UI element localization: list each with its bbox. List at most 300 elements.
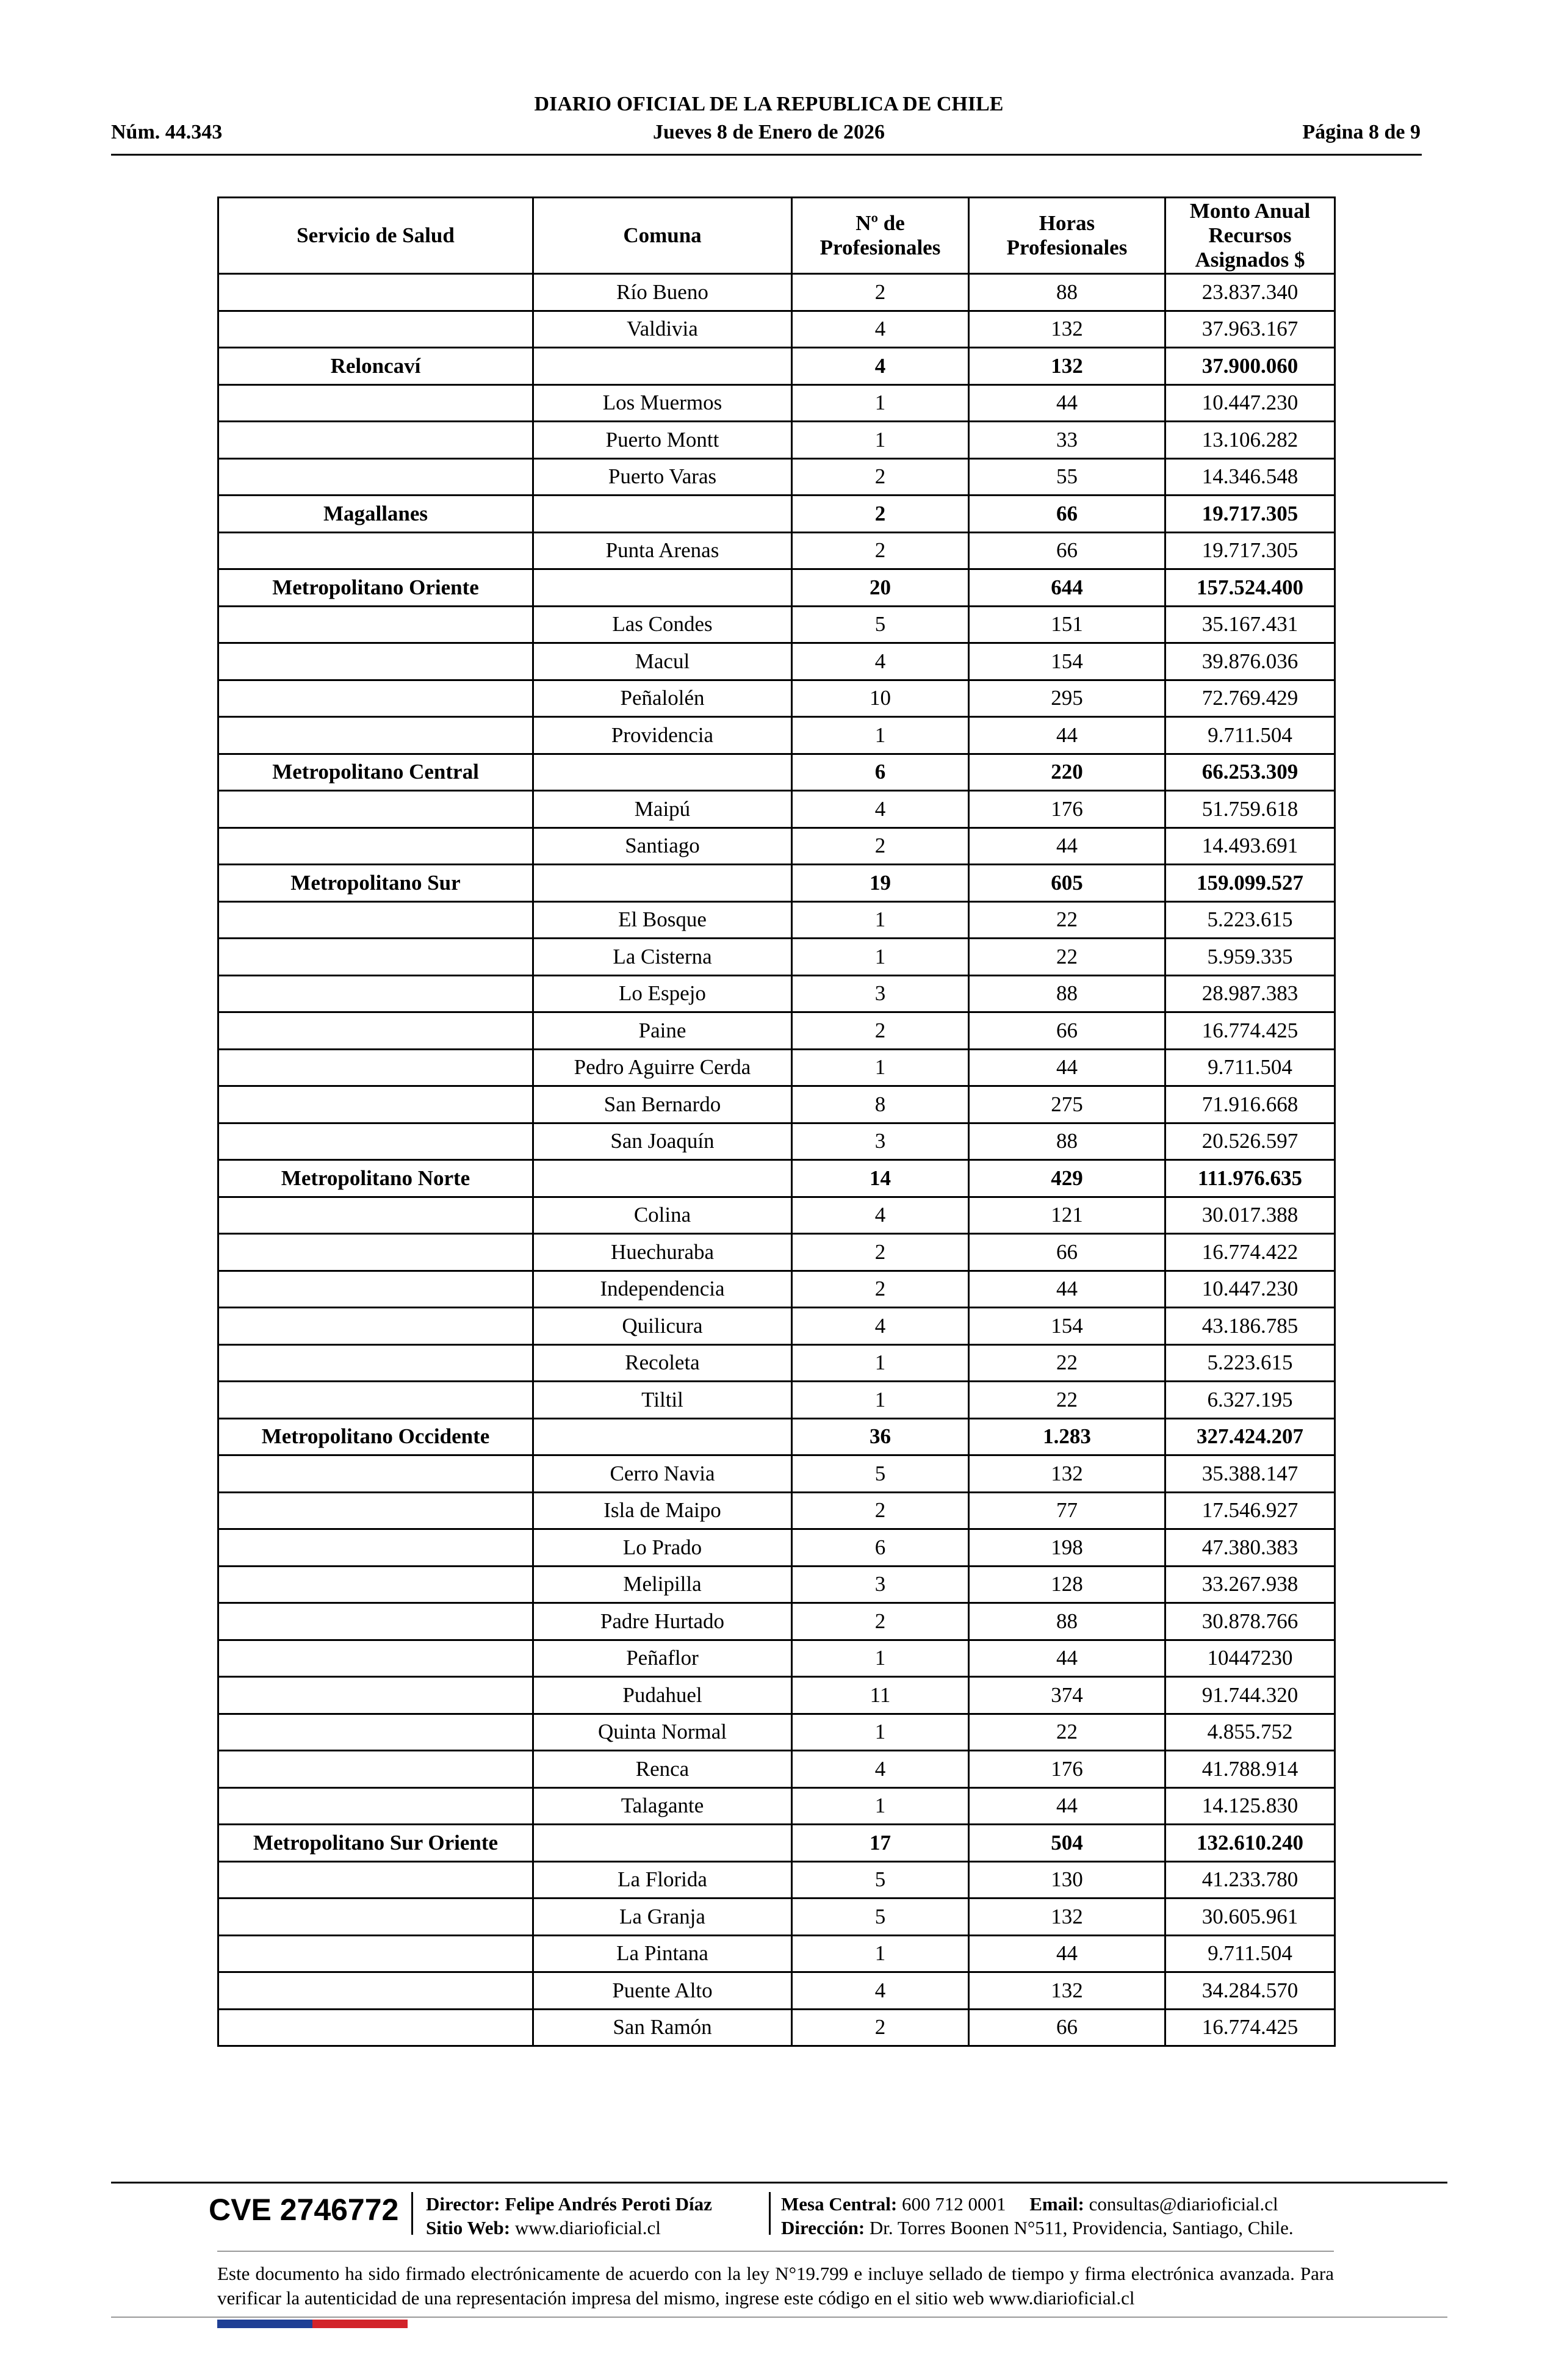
cell-profesionales: 4 [792, 311, 969, 348]
cell-comuna [533, 569, 792, 607]
cell-comuna: Independencia [533, 1271, 792, 1308]
cell-horas: 128 [969, 1566, 1165, 1603]
cell-horas: 22 [969, 1714, 1165, 1751]
cell-servicio [218, 274, 533, 311]
cell-servicio [218, 1751, 533, 1788]
table-row [218, 1899, 1335, 1936]
cell-comuna: Maipú [533, 791, 792, 828]
table-row [218, 2009, 1335, 2046]
footer-separator [769, 2192, 771, 2235]
cell-servicio [218, 680, 533, 717]
cell-servicio: Magallanes [218, 496, 533, 533]
service-total-row [218, 348, 1335, 385]
cell-monto: 28.987.383 [1165, 975, 1335, 1012]
cell-horas: 22 [969, 1382, 1165, 1419]
table-row [218, 1197, 1335, 1234]
cell-profesionales: 5 [792, 1861, 969, 1899]
cell-profesionales: 4 [792, 791, 969, 828]
cell-horas: 33 [969, 422, 1165, 459]
footer-divider [111, 2182, 1447, 2183]
cell-comuna: Huechuraba [533, 1234, 792, 1271]
cell-horas: 77 [969, 1492, 1165, 1529]
cell-servicio [218, 606, 533, 643]
footer-divider [217, 2251, 1334, 2252]
cell-profesionales: 3 [792, 975, 969, 1012]
table-row [218, 458, 1335, 496]
cell-servicio [218, 311, 533, 348]
cell-profesionales: 2 [792, 828, 969, 865]
table-row [218, 384, 1335, 422]
cell-horas: 66 [969, 532, 1165, 569]
cell-comuna: Talagante [533, 1787, 792, 1825]
cell-servicio [218, 975, 533, 1012]
cell-comuna: Puente Alto [533, 1972, 792, 2010]
cell-monto: 20.526.597 [1165, 1123, 1335, 1160]
cell-comuna: Santiago [533, 828, 792, 865]
service-total-row [218, 1825, 1335, 1862]
cell-profesionales: 5 [792, 1455, 969, 1493]
cell-monto: 9.711.504 [1165, 1935, 1335, 1972]
cell-servicio [218, 1197, 533, 1234]
cell-monto: 10.447.230 [1165, 384, 1335, 422]
mesa-label: Mesa Central: [781, 2193, 898, 2215]
table-row [218, 606, 1335, 643]
site-link[interactable]: www.diarioficial.cl [514, 2217, 661, 2238]
cell-horas: 66 [969, 1012, 1165, 1050]
cell-monto: 23.837.340 [1165, 274, 1335, 311]
cell-monto: 14.493.691 [1165, 828, 1335, 865]
cell-monto: 9.711.504 [1165, 717, 1335, 754]
cell-servicio: Metropolitano Sur Oriente [218, 1825, 533, 1862]
flag-stripe-red [312, 2320, 408, 2328]
cell-monto: 66.253.309 [1165, 754, 1335, 791]
cell-profesionales: 3 [792, 1566, 969, 1603]
cve-code: CVE 2746772 [209, 2193, 399, 2227]
cell-servicio [218, 1529, 533, 1567]
legal-notice: Este documento ha sido firmado electrónicamente de acuerdo con la ley N°19.799 e incluye sellado de tiempo y firma electrónica avanzada. Para verificar la autenticidad de una representación impresa del mismo, ingrese este código en el sitio web www.diarioficial.cl [217, 2263, 1334, 2309]
cell-profesionales: 4 [792, 1308, 969, 1345]
cell-monto: 10.447.230 [1165, 1271, 1335, 1308]
table-row [218, 939, 1335, 976]
cell-comuna: Pedro Aguirre Cerda [533, 1049, 792, 1086]
cell-comuna: Peñaflor [533, 1640, 792, 1677]
cell-servicio [218, 1714, 533, 1751]
cell-monto: 111.976.635 [1165, 1160, 1335, 1197]
cell-servicio [218, 901, 533, 939]
cell-horas: 176 [969, 791, 1165, 828]
cell-horas: 22 [969, 901, 1165, 939]
cell-servicio [218, 384, 533, 422]
cell-profesionales: 4 [792, 1751, 969, 1788]
cell-horas: 132 [969, 1899, 1165, 1936]
cell-servicio [218, 1123, 533, 1160]
cell-horas: 132 [969, 348, 1165, 385]
cell-comuna: Cerro Navia [533, 1455, 792, 1493]
cell-comuna: Melipilla [533, 1566, 792, 1603]
service-total-row [218, 1418, 1335, 1455]
cell-comuna: Lo Prado [533, 1529, 792, 1567]
cell-monto: 9.711.504 [1165, 1049, 1335, 1086]
cell-horas: 88 [969, 1603, 1165, 1640]
cell-horas: 176 [969, 1751, 1165, 1788]
cell-comuna: Valdivia [533, 311, 792, 348]
cell-servicio [218, 1603, 533, 1640]
cell-profesionales: 19 [792, 865, 969, 902]
cell-comuna [533, 1418, 792, 1455]
cell-profesionales: 1 [792, 1787, 969, 1825]
cell-profesionales: 1 [792, 1382, 969, 1419]
cell-profesionales: 1 [792, 1640, 969, 1677]
cell-monto: 17.546.927 [1165, 1492, 1335, 1529]
address-value: Dr. Torres Boonen N°511, Providencia, Santiago, Chile. [869, 2217, 1294, 2238]
cell-horas: 504 [969, 1825, 1165, 1862]
cell-comuna: San Bernardo [533, 1086, 792, 1123]
cell-horas: 44 [969, 1935, 1165, 1972]
cell-horas: 154 [969, 643, 1165, 680]
cell-profesionales: 2 [792, 496, 969, 533]
cell-monto: 35.388.147 [1165, 1455, 1335, 1493]
cell-profesionales: 2 [792, 532, 969, 569]
cell-comuna [533, 754, 792, 791]
column-header-comuna: Comuna [533, 198, 792, 274]
cell-horas: 66 [969, 2009, 1165, 2046]
service-total-row [218, 754, 1335, 791]
table-row [218, 828, 1335, 865]
cell-profesionales: 1 [792, 939, 969, 976]
director-label: Director: [426, 2193, 500, 2215]
cell-profesionales: 17 [792, 1825, 969, 1862]
cell-horas: 88 [969, 1123, 1165, 1160]
cell-horas: 132 [969, 1972, 1165, 2010]
cell-servicio [218, 422, 533, 459]
email-link[interactable]: consultas@diarioficial.cl [1089, 2193, 1278, 2215]
cell-monto: 14.346.548 [1165, 458, 1335, 496]
column-header-servicio: Servicio de Salud [218, 198, 533, 274]
cell-comuna: El Bosque [533, 901, 792, 939]
cell-comuna [533, 865, 792, 902]
table-row [218, 1492, 1335, 1529]
cell-servicio [218, 1271, 533, 1308]
cell-horas: 55 [969, 458, 1165, 496]
cell-monto: 34.284.570 [1165, 1972, 1335, 2010]
cell-servicio [218, 1382, 533, 1419]
cell-horas: 88 [969, 975, 1165, 1012]
cell-monto: 71.916.668 [1165, 1086, 1335, 1123]
cell-comuna [533, 1160, 792, 1197]
cell-profesionales: 6 [792, 1529, 969, 1567]
cell-servicio [218, 1012, 533, 1050]
cell-horas: 44 [969, 1271, 1165, 1308]
cell-horas: 22 [969, 1344, 1165, 1382]
cell-monto: 5.959.335 [1165, 939, 1335, 976]
cell-comuna: Río Bueno [533, 274, 792, 311]
table-row [218, 274, 1335, 311]
flag-stripe-blue [217, 2320, 312, 2328]
table-row [218, 1640, 1335, 1677]
cell-profesionales: 10 [792, 680, 969, 717]
cell-servicio [218, 1344, 533, 1382]
cell-servicio [218, 1566, 533, 1603]
cell-horas: 44 [969, 828, 1165, 865]
column-header-monto: Monto Anual Recursos Asignados $ [1165, 198, 1335, 274]
page-indicator: Página 8 de 9 [1302, 121, 1421, 143]
cell-profesionales: 1 [792, 1344, 969, 1382]
table-row [218, 1529, 1335, 1567]
cell-servicio [218, 1935, 533, 1972]
cell-horas: 275 [969, 1086, 1165, 1123]
table-row [218, 1123, 1335, 1160]
cell-comuna: Quilicura [533, 1308, 792, 1345]
table-row [218, 532, 1335, 569]
cell-monto: 30.878.766 [1165, 1603, 1335, 1640]
cell-profesionales: 5 [792, 606, 969, 643]
cell-monto: 4.855.752 [1165, 1714, 1335, 1751]
table-row [218, 1382, 1335, 1419]
cell-comuna [533, 348, 792, 385]
cell-horas: 154 [969, 1308, 1165, 1345]
cell-profesionales: 1 [792, 1049, 969, 1086]
cell-monto: 41.233.780 [1165, 1861, 1335, 1899]
cell-horas: 44 [969, 1787, 1165, 1825]
cell-servicio: Metropolitano Norte [218, 1160, 533, 1197]
cell-servicio [218, 643, 533, 680]
cell-horas: 198 [969, 1529, 1165, 1567]
cell-servicio [218, 1787, 533, 1825]
cell-monto: 33.267.938 [1165, 1566, 1335, 1603]
cell-comuna [533, 496, 792, 533]
email-label: Email: [1029, 2193, 1084, 2215]
table-row [218, 1751, 1335, 1788]
cell-comuna: Lo Espejo [533, 975, 792, 1012]
cell-horas: 121 [969, 1197, 1165, 1234]
cell-profesionales: 14 [792, 1160, 969, 1197]
cell-comuna: Providencia [533, 717, 792, 754]
cell-monto: 37.963.167 [1165, 311, 1335, 348]
cell-horas: 44 [969, 1049, 1165, 1086]
cell-servicio [218, 1972, 533, 2010]
table-row [218, 1935, 1335, 1972]
table-row [218, 1344, 1335, 1382]
cell-servicio: Metropolitano Sur [218, 865, 533, 902]
cell-servicio [218, 1234, 533, 1271]
cell-servicio [218, 1861, 533, 1899]
cell-servicio: Metropolitano Central [218, 754, 533, 791]
cell-comuna: Isla de Maipo [533, 1492, 792, 1529]
site-label: Sitio Web: [426, 2217, 511, 2238]
table-row [218, 1308, 1335, 1345]
table-row [218, 1086, 1335, 1123]
cell-monto: 16.774.425 [1165, 1012, 1335, 1050]
footer-contact-block [781, 2192, 1294, 2240]
mesa-phone: 600 712 0001 [902, 2193, 1006, 2215]
cell-profesionales: 4 [792, 348, 969, 385]
table-row [218, 1271, 1335, 1308]
cell-servicio [218, 532, 533, 569]
table-row [218, 643, 1335, 680]
cell-servicio [218, 828, 533, 865]
cell-monto: 132.610.240 [1165, 1825, 1335, 1862]
table-row [218, 1861, 1335, 1899]
table-header-row [218, 198, 1335, 274]
cell-monto: 91.744.320 [1165, 1677, 1335, 1714]
cell-comuna: Las Condes [533, 606, 792, 643]
table-row [218, 791, 1335, 828]
cell-comuna: San Joaquín [533, 1123, 792, 1160]
cell-monto: 37.900.060 [1165, 348, 1335, 385]
cell-servicio [218, 1640, 533, 1677]
cell-comuna: Los Muermos [533, 384, 792, 422]
cell-profesionales: 3 [792, 1123, 969, 1160]
cell-servicio [218, 2009, 533, 2046]
cell-monto: 5.223.615 [1165, 901, 1335, 939]
table-row [218, 1787, 1335, 1825]
cell-monto: 6.327.195 [1165, 1382, 1335, 1419]
table-row [218, 1603, 1335, 1640]
cell-comuna: Quinta Normal [533, 1714, 792, 1751]
cell-profesionales: 4 [792, 1197, 969, 1234]
service-total-row [218, 496, 1335, 533]
cell-horas: 132 [969, 311, 1165, 348]
cell-monto: 19.717.305 [1165, 496, 1335, 533]
cell-profesionales: 2 [792, 2009, 969, 2046]
cell-servicio [218, 1086, 533, 1123]
cell-comuna: Tiltil [533, 1382, 792, 1419]
cell-servicio [218, 1492, 533, 1529]
cell-comuna: Renca [533, 1751, 792, 1788]
cell-comuna: La Granja [533, 1899, 792, 1936]
cell-monto: 19.717.305 [1165, 532, 1335, 569]
table-row [218, 1972, 1335, 2010]
cell-monto: 5.223.615 [1165, 1344, 1335, 1382]
director-name: Felipe Andrés Peroti Díaz [505, 2193, 712, 2215]
cell-servicio [218, 1308, 533, 1345]
table-row [218, 901, 1335, 939]
cell-horas: 605 [969, 865, 1165, 902]
cell-servicio: Reloncaví [218, 348, 533, 385]
cell-profesionales: 2 [792, 1271, 969, 1308]
cell-comuna: Puerto Montt [533, 422, 792, 459]
cell-comuna: Puerto Varas [533, 458, 792, 496]
cell-comuna: Punta Arenas [533, 532, 792, 569]
address-label: Dirección: [781, 2217, 865, 2238]
cell-comuna: Macul [533, 643, 792, 680]
cell-profesionales: 2 [792, 1603, 969, 1640]
footer-separator [411, 2192, 413, 2235]
issue-number: Núm. 44.343 [111, 121, 223, 143]
header-divider [111, 154, 1422, 156]
cell-monto: 35.167.431 [1165, 606, 1335, 643]
cell-comuna: Padre Hurtado [533, 1603, 792, 1640]
cell-horas: 295 [969, 680, 1165, 717]
cell-monto: 13.106.282 [1165, 422, 1335, 459]
footer-divider [111, 2317, 1447, 2318]
cell-servicio [218, 939, 533, 976]
cell-servicio [218, 1049, 533, 1086]
service-total-row [218, 569, 1335, 607]
cell-comuna: La Florida [533, 1861, 792, 1899]
cell-monto: 41.788.914 [1165, 1751, 1335, 1788]
cell-monto: 16.774.422 [1165, 1234, 1335, 1271]
cell-monto: 157.524.400 [1165, 569, 1335, 607]
resources-table [217, 197, 1336, 2047]
cell-monto: 39.876.036 [1165, 643, 1335, 680]
cell-horas: 66 [969, 496, 1165, 533]
table-row [218, 975, 1335, 1012]
cell-horas: 44 [969, 717, 1165, 754]
table-row [218, 1714, 1335, 1751]
column-header-horas: Horas Profesionales [969, 198, 1165, 274]
cell-profesionales: 4 [792, 1972, 969, 2010]
cell-comuna: Colina [533, 1197, 792, 1234]
cell-comuna: Peñalolén [533, 680, 792, 717]
table-row [218, 311, 1335, 348]
cell-monto: 43.186.785 [1165, 1308, 1335, 1345]
column-header-profesionales: Nº de Profesionales [792, 198, 969, 274]
cell-comuna: Pudahuel [533, 1677, 792, 1714]
cell-horas: 644 [969, 569, 1165, 607]
cell-profesionales: 36 [792, 1418, 969, 1455]
cell-horas: 132 [969, 1455, 1165, 1493]
cell-profesionales: 1 [792, 1935, 969, 1972]
cell-comuna: La Cisterna [533, 939, 792, 976]
cell-comuna: La Pintana [533, 1935, 792, 1972]
table-row [218, 422, 1335, 459]
cell-servicio: Metropolitano Oriente [218, 569, 533, 607]
newspaper-title: DIARIO OFICIAL DE LA REPUBLICA DE CHILE [534, 93, 1004, 115]
cell-horas: 220 [969, 754, 1165, 791]
service-total-row [218, 865, 1335, 902]
table-row [218, 717, 1335, 754]
cell-monto: 51.759.618 [1165, 791, 1335, 828]
issue-date: Jueves 8 de Enero de 2026 [653, 121, 885, 143]
table-row [218, 1677, 1335, 1714]
cell-horas: 130 [969, 1861, 1165, 1899]
cell-horas: 44 [969, 1640, 1165, 1677]
cell-monto: 47.380.383 [1165, 1529, 1335, 1567]
cell-profesionales: 1 [792, 422, 969, 459]
cell-monto: 10447230 [1165, 1640, 1335, 1677]
cell-servicio [218, 1455, 533, 1493]
cell-horas: 1.283 [969, 1418, 1165, 1455]
table-row [218, 1012, 1335, 1050]
cell-profesionales: 1 [792, 901, 969, 939]
cell-servicio: Metropolitano Occidente [218, 1418, 533, 1455]
service-total-row [218, 1160, 1335, 1197]
cell-profesionales: 1 [792, 1714, 969, 1751]
cell-horas: 88 [969, 274, 1165, 311]
cell-horas: 66 [969, 1234, 1165, 1271]
cell-servicio [218, 1899, 533, 1936]
cell-profesionales: 6 [792, 754, 969, 791]
table-row [218, 1234, 1335, 1271]
cell-profesionales: 4 [792, 643, 969, 680]
cell-monto: 327.424.207 [1165, 1418, 1335, 1455]
cell-profesionales: 2 [792, 1492, 969, 1529]
cell-horas: 22 [969, 939, 1165, 976]
cell-servicio [218, 1677, 533, 1714]
cell-servicio [218, 717, 533, 754]
cell-monto: 14.125.830 [1165, 1787, 1335, 1825]
cell-comuna: Recoleta [533, 1344, 792, 1382]
cell-comuna: Paine [533, 1012, 792, 1050]
table-row [218, 1566, 1335, 1603]
cell-horas: 374 [969, 1677, 1165, 1714]
table-row [218, 680, 1335, 717]
cell-profesionales: 20 [792, 569, 969, 607]
cell-comuna: San Ramón [533, 2009, 792, 2046]
cell-servicio [218, 458, 533, 496]
cell-profesionales: 2 [792, 274, 969, 311]
